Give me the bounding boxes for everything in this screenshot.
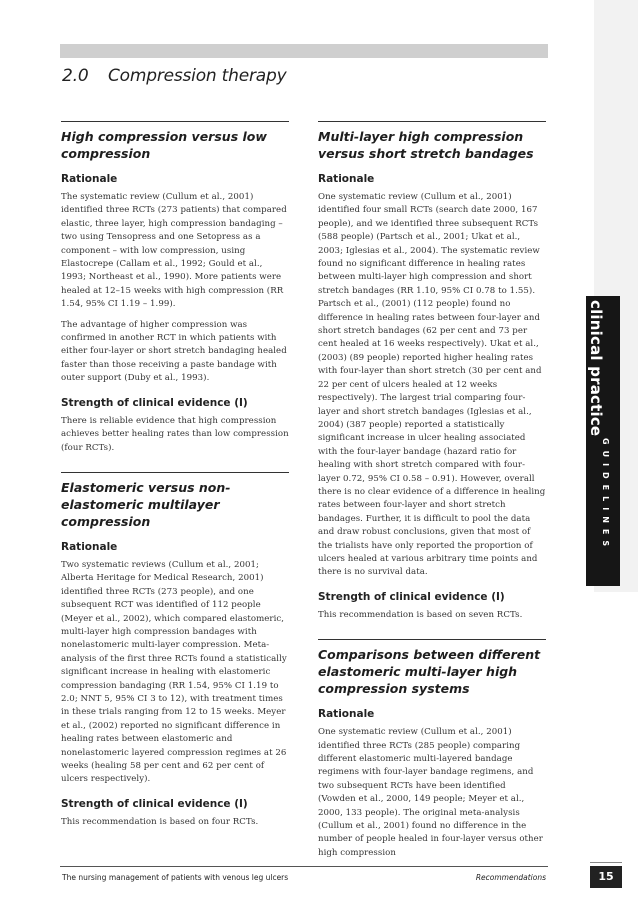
paragraph: This recommendation is based on four RCTs.: [61, 816, 259, 827]
footer-rule: [60, 866, 548, 867]
strength-of-evidence-heading: Strength of clinical evidence (I): [61, 396, 248, 409]
heading-multilayer-vs-short-stretch: Multi-layer high compression versus short stretch bandages: [318, 121, 546, 162]
section-number: 2.0: [62, 66, 89, 86]
section-header: [62, 66, 286, 86]
rationale-heading: Rationale: [318, 173, 375, 185]
rationale-heading: Rationale: [61, 173, 118, 185]
rationale-heading: Rationale: [61, 540, 118, 553]
sidebar-label: [574, 300, 632, 580]
paragraph: One systematic review (Cullum et al., 2001) identified four small RCTs (search date 2000, 167 people), and we identified three subsequent RCTs (588 people) (Partsch et al., 2001; Ukat et al., 2003; Iglesias et al., 2004). The systematic review found no significant difference in healing rates between multi-layer high compression and short stretch bandages (RR 1.10, 95% CI 0.78 to 1.55). Partsch et al., (2001) (112 people) found no difference in healing rates between four-layer and short stretch bandages (62 per cent and 73 per cent healed at 16 weeks respectively). Ukat et al., (2003) (89 people) reported higher healing rates with four-layer than short stretch (30 per cent and 22 per cent of ulcers healed at 12 weeks respectively). The largest trial comparing four-layer and short stretch bandages (Iglesias et al., 2004) (387 people) reported a statistically significant increase in ulcer healing associated with the four-layer bandage (hazard ratio for healing with short stretch compared with four-layer 0.72, 95% CI 0.58 – 0.91). However, overall there is no clear evidence of a difference in healing rates between four-layer and short stretch bandages. Further, it is difficult to pool the data and draw robust conclusions, given that most of the trialists have only reported the proportion of ulcers healed at various arbitrary time points and there is no survival data.: [318, 192, 546, 578]
paragraph: The advantage of higher compression was confirmed in another RCT in which patients with either four-layer or short stretch bandaging healed faster than those receiving a paste bandage with outer support (Duby et al., 1993).: [61, 319, 287, 384]
footer-section-name: Recommendations: [475, 873, 546, 882]
section-title: Compression therapy: [108, 66, 287, 86]
footer-document-title: The nursing management of patients with venous leg ulcers: [62, 873, 289, 882]
rationale-heading: Rationale: [318, 708, 375, 721]
heading-elastomeric-vs-nonelastomeric: Elastomeric versus non-elastomeric multilayer compression: [61, 472, 289, 530]
left-column: [61, 121, 289, 836]
paragraph: This recommendation is based on seven RCTs.: [318, 609, 523, 620]
top-decorative-bar: [60, 44, 548, 58]
paragraph: There is reliable evidence that high compression achieves better healing rates than low compression (four RCTs).: [61, 415, 289, 453]
page-number-rule: [590, 862, 622, 863]
paragraph: One systematic review (Cullum et al., 2001) identified three RCTs (285 people) comparing different elastomeric multi-layered bandage regimens with four-layer bandage regimens, and two subsequent RCTs have been identified (Vowden et al., 2000, 149 people; Meyer et al., 2000, 133 people). The original meta-analysis (Cullum et al., 2001) found no difference in the number of people healed in four-layer versus other high compression: [318, 727, 543, 858]
sidebar-subtitle: GUIDELINES: [601, 438, 610, 553]
strength-of-evidence-heading: Strength of clinical evidence (I): [318, 590, 505, 603]
right-column: [318, 121, 546, 867]
page-number: 15: [590, 866, 622, 888]
heading-elastomeric-comparisons: Comparisons between different elastomeric multi-layer high compression systems: [318, 639, 546, 697]
paragraph: Two systematic reviews (Cullum et al., 2001; Alberta Heritage for Medical Research, 2001) identified three RCTs (273 people), and one subsequent RCT was identified of 112 people (Meyer et al., 2002), which compared elastomeric, multi-layer high compression bandages with nonelastomeric multi-layer compression. Meta-analysis of the first three RCTs found a statistically significant increase in healing with elastomeric compression bandaging (RR 1.54, 95% CI 1.19 to 2.0; NNT 5, 95% CI 3 to 12), with treatment times in these trials ranging from 12 to 15 weeks. Meyer et al., (2002) reported no significant difference in healing rates between elastomeric and nonelastomeric layered compression regimes at 26 weeks (healing 58 per cent and 62 per cent of ulcers respectively).: [61, 559, 287, 785]
paragraph: The systematic review (Cullum et al., 2001) identified three RCTs (273 patients) that compared elastic, three layer, high compression bandaging – two using Tensopress and one Setopress as a component – with low compression, using Elastocrepe (Callam et al., 1992; Gould et al., 1993; Northeast et al., 1990). More patients were healed at 12–15 weeks with high compression (RR 1.54, 95% CI 1.19 – 1.99).: [61, 192, 287, 310]
heading-high-vs-low-compression: High compression versus low compression: [61, 121, 289, 162]
sidebar-title: clinical practice: [587, 300, 605, 437]
strength-of-evidence-heading: Strength of clinical evidence (I): [61, 797, 248, 810]
